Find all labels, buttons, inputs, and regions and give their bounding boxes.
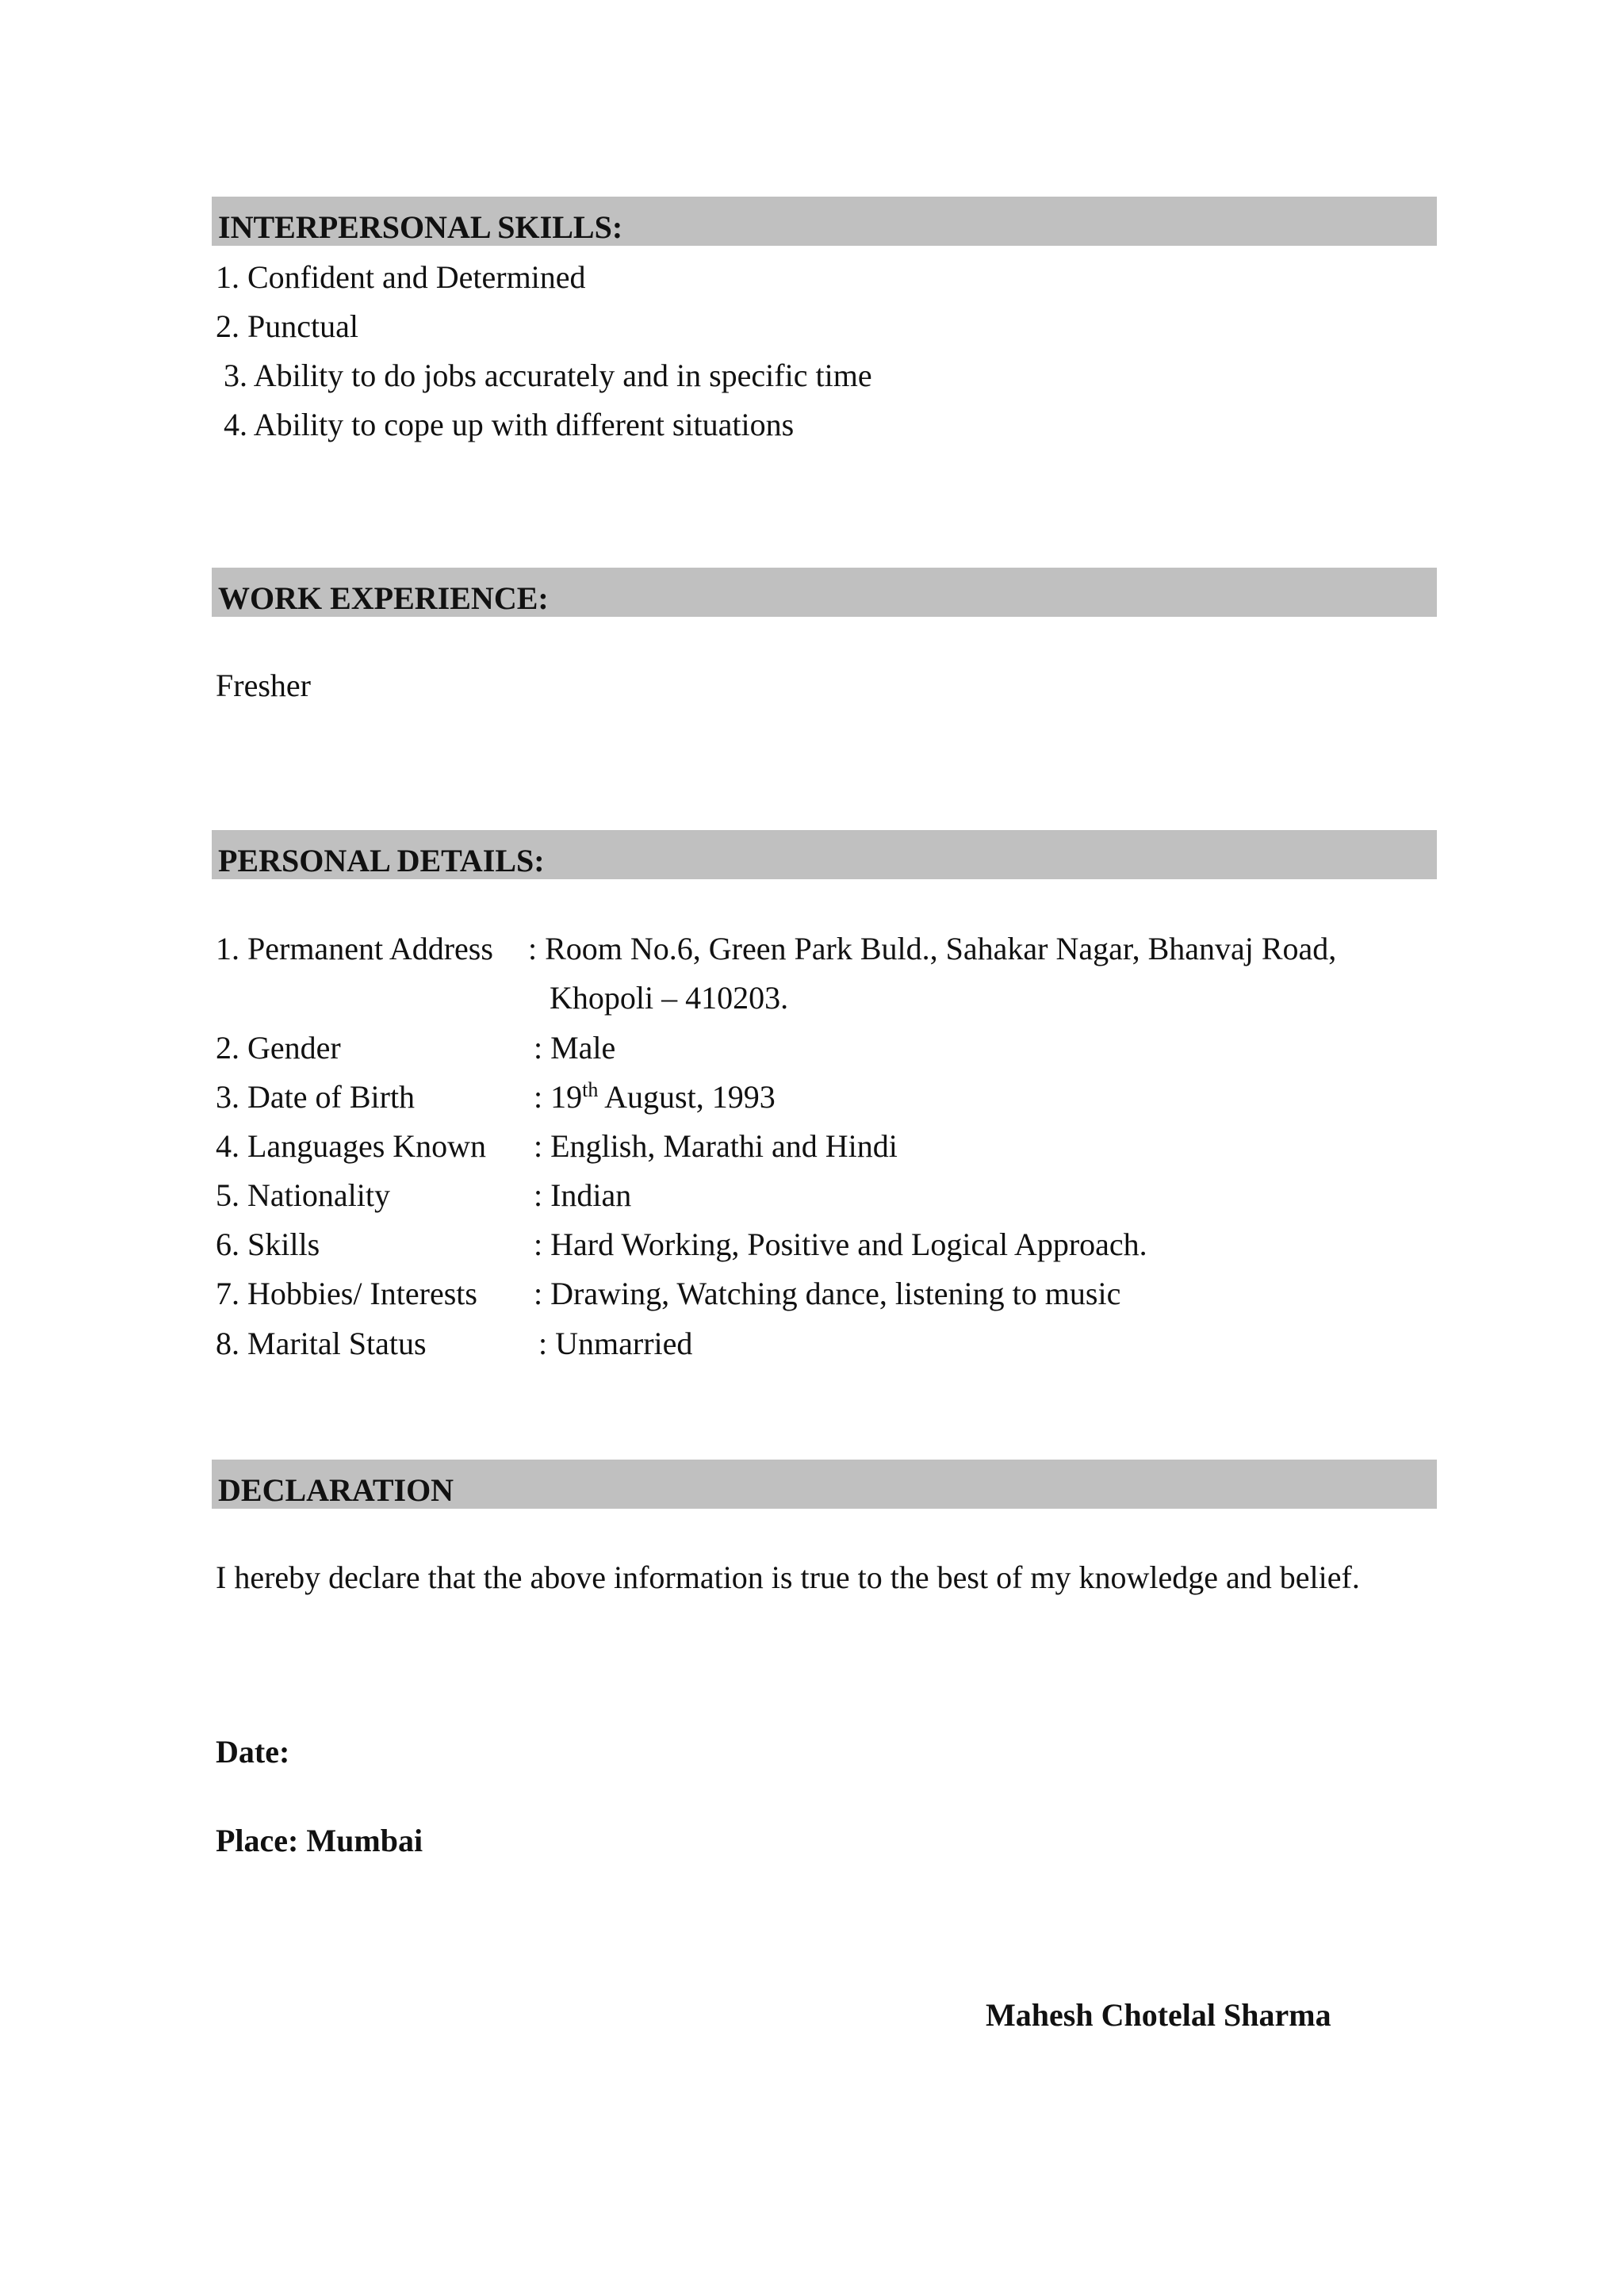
detail-label-address: 1. Permanent Address [216, 931, 493, 966]
dob-day: : 19 [534, 1079, 583, 1115]
interpersonal-skills-heading: INTERPERSONAL SKILLS: [212, 197, 1437, 246]
place-label: Place: Mumbai [216, 1823, 423, 1858]
skill-item: 2. Punctual [216, 308, 358, 344]
detail-value-skills: : Hard Working, Positive and Logical Approach. [534, 1226, 1147, 1262]
date-label: Date: [216, 1734, 290, 1770]
detail-label-hobbies: 7. Hobbies/ Interests [216, 1276, 477, 1311]
dob-day-suffix: th [582, 1078, 599, 1101]
dob-month-year: August, 1993 [598, 1079, 776, 1115]
detail-value-gender: : Male [534, 1030, 616, 1066]
detail-label-dob: 3. Date of Birth [216, 1079, 416, 1115]
detail-value-dob [534, 1078, 776, 1115]
detail-value-address-line2: Khopoli – 410203. [550, 980, 789, 1016]
detail-value-address: : Room No.6, Green Park Buld., Sahakar Nagar, Bhanvaj Road, [528, 931, 1337, 966]
detail-label-languages: 4. Languages Known [216, 1128, 487, 1164]
detail-label-nationality: 5. Nationality [216, 1177, 390, 1213]
skill-item: 3. Ability to do jobs accurately and in specific time [224, 358, 872, 393]
detail-value-languages: : English, Marathi and Hindi [534, 1128, 898, 1164]
detail-label-marital-status: 8. Marital Status [216, 1326, 427, 1361]
declaration-text: I hereby declare that the above information is true to the best of my knowledge and belief. [216, 1559, 1360, 1595]
skill-item: 4. Ability to cope up with different situations [224, 407, 795, 442]
detail-label-skills: 6. Skills [216, 1226, 320, 1262]
detail-value-hobbies: : Drawing, Watching dance, listening to music [534, 1276, 1121, 1311]
detail-value-nationality: : Indian [534, 1177, 632, 1213]
detail-value-marital-status: : Unmarried [538, 1326, 693, 1361]
signature-name: Mahesh Chotelal Sharma [986, 1997, 1331, 2033]
declaration-heading: DECLARATION [212, 1460, 1437, 1509]
detail-label-gender: 2. Gender [216, 1030, 341, 1066]
skill-item: 1. Confident and Determined [216, 259, 586, 295]
personal-details-heading: PERSONAL DETAILS: [212, 830, 1437, 879]
work-experience-text: Fresher [216, 668, 311, 703]
work-experience-heading: WORK EXPERIENCE: [212, 568, 1437, 617]
